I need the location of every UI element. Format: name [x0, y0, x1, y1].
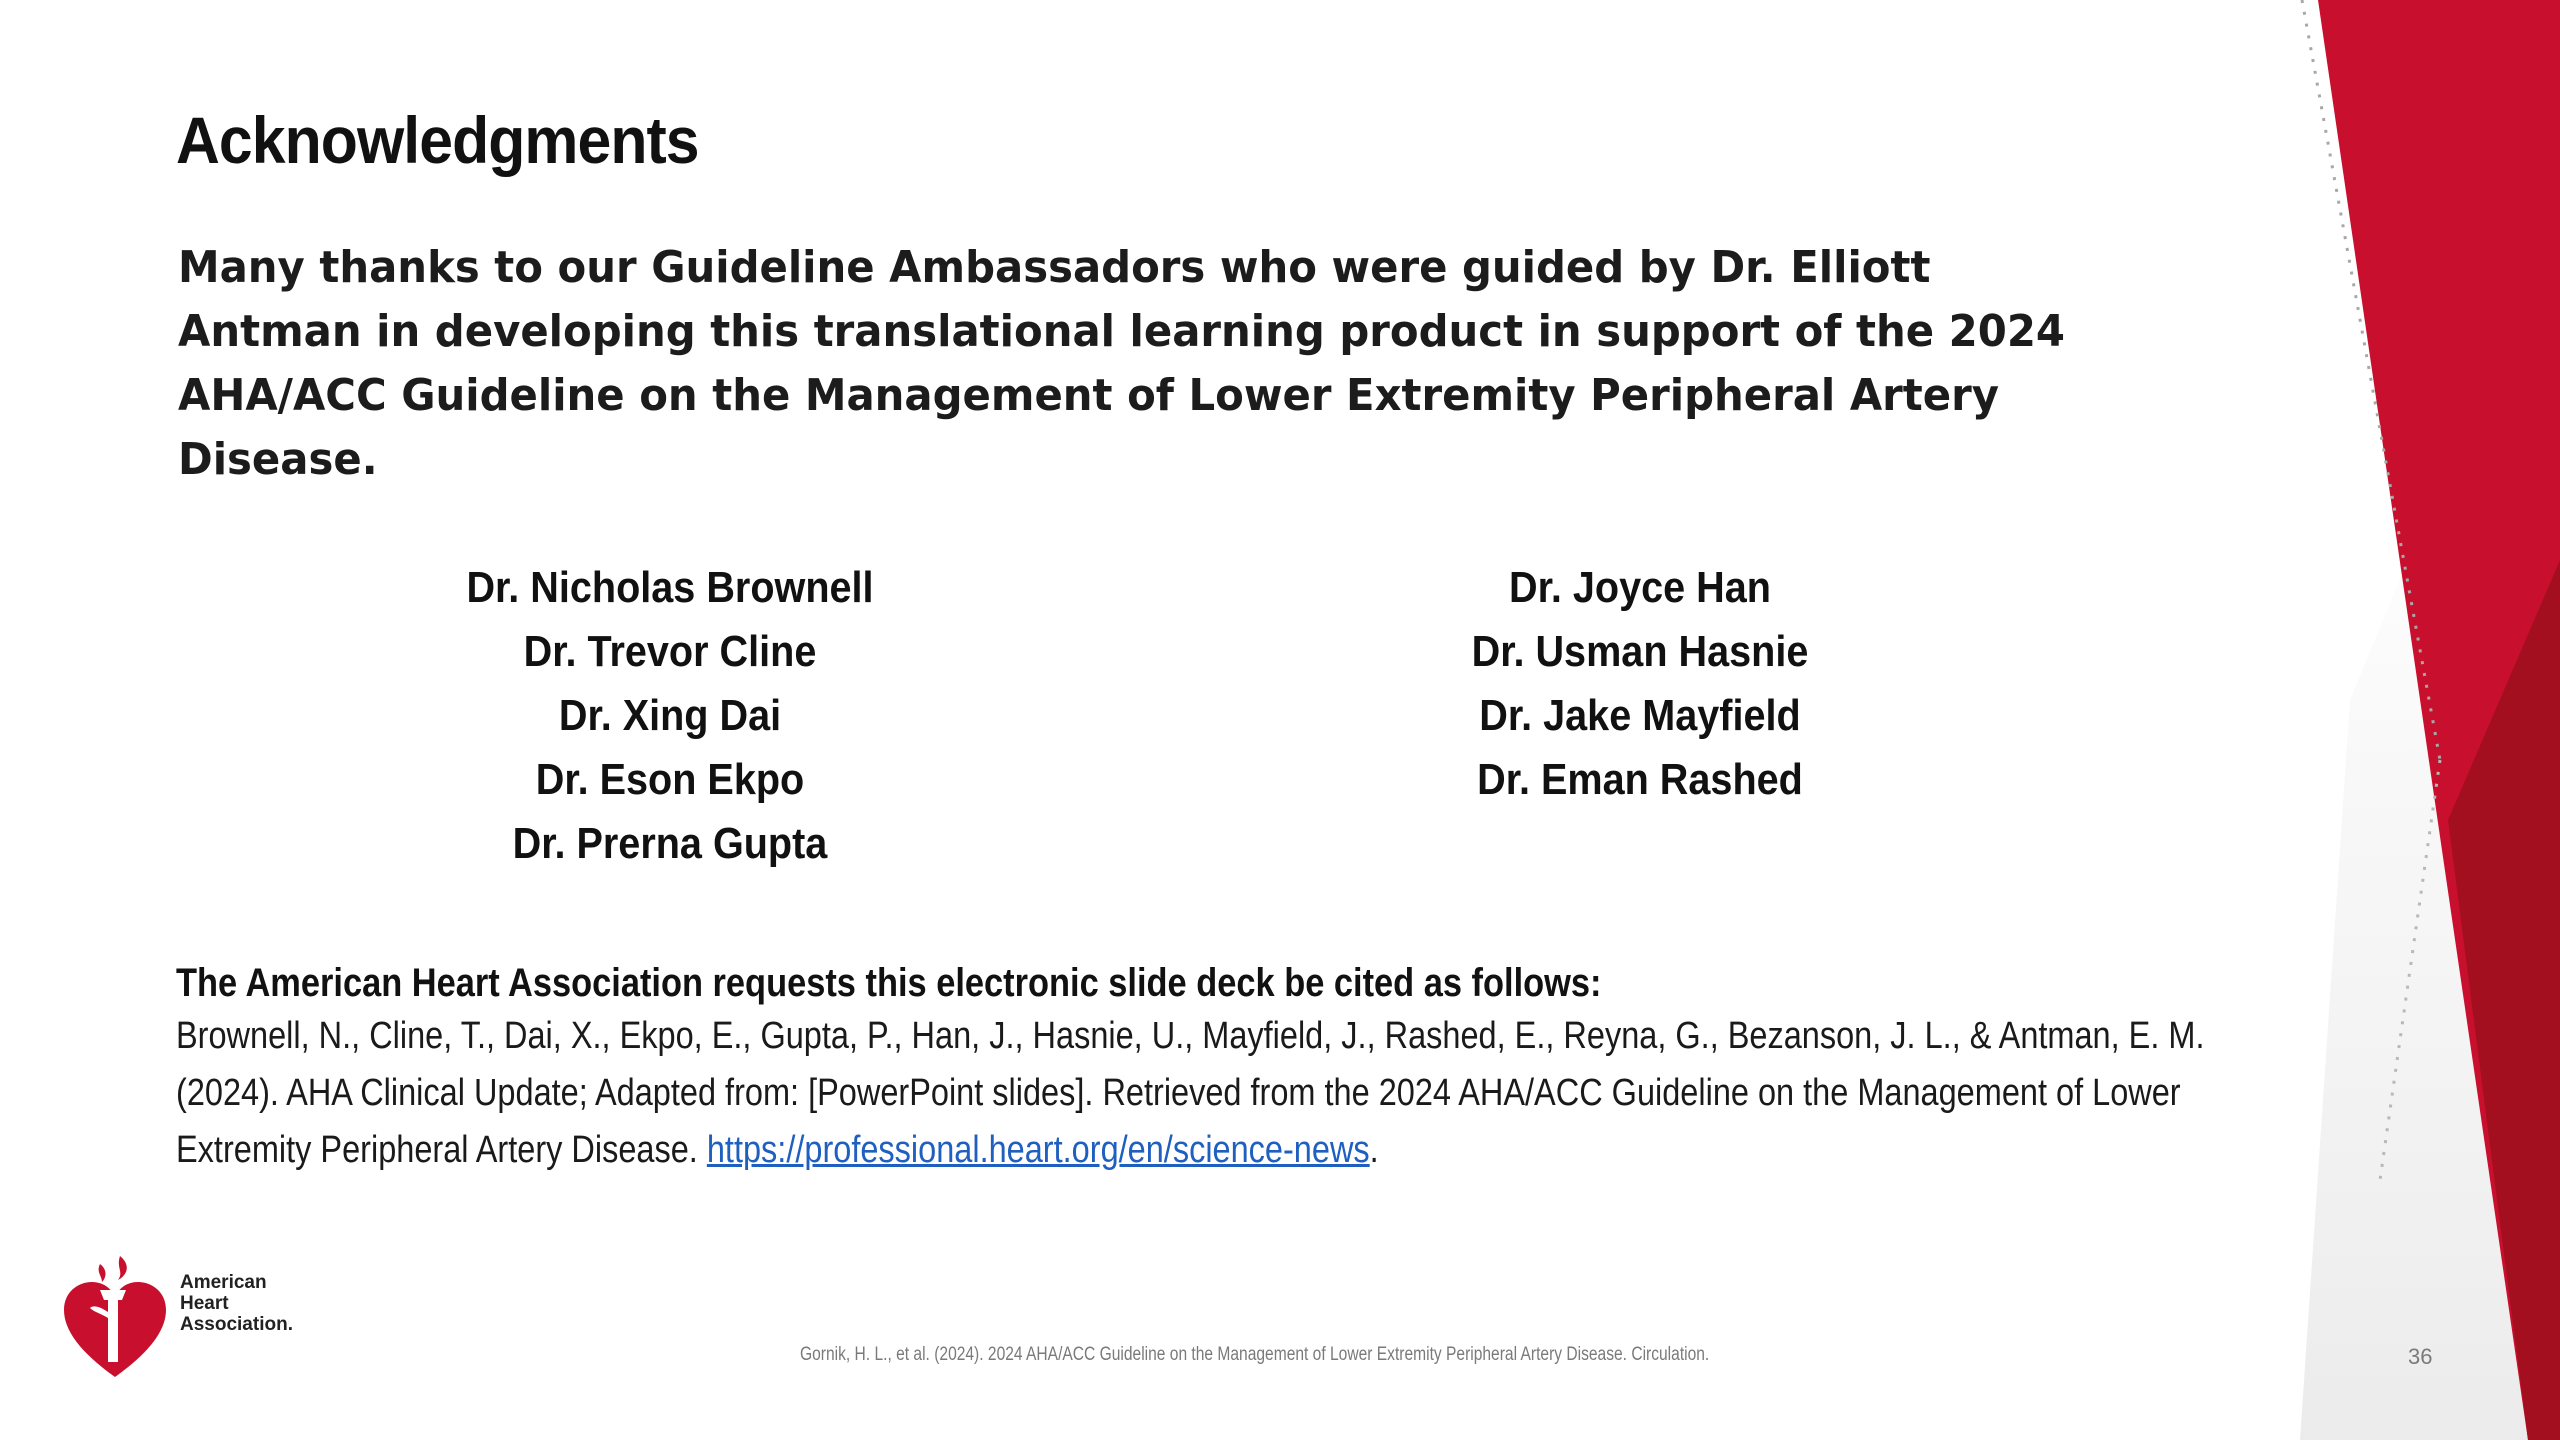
ambassador-name: Dr. Usman Hasnie — [1471, 627, 1809, 676]
citation-block — [176, 958, 2256, 1179]
heart-torch-icon — [60, 1252, 170, 1382]
ambassador-name: Dr. Joyce Han — [1509, 563, 1771, 612]
citation-text: Brownell, N., Cline, T., Dai, X., Ekpo, E., Gupta, P., Han, J., Hasnie, U., Mayfield, J., Rashed, E., Reyna, G., Bezanson, J. L., & Antman, E. M. (2024). AHA Clinical Update; Adapted from: [PowerPoint slides]. Retrieved from the 2024 AHA/ACC Guideline on the Management of Lower Extremity Peripheral Artery Disease. — [176, 1015, 2205, 1171]
ambassador-name: Dr. Eson Ekpo — [535, 755, 805, 804]
footer-reference: Gornik, H. L., et al. (2024). 2024 AHA/ACC Guideline on the Management of Lower Extremity Peripheral Artery Disease. Circulation. — [800, 1344, 1710, 1365]
aha-logo — [60, 1252, 320, 1382]
citation-end: . — [1369, 1129, 1379, 1171]
citation-link[interactable]: https://professional.heart.org/en/science-news — [706, 1129, 1370, 1171]
ambassador-name: Dr. Nicholas Brownell — [466, 563, 874, 612]
ambassador-name: Dr. Xing Dai — [558, 691, 782, 740]
logo-line: Heart — [180, 1293, 229, 1314]
logo-wordmark — [180, 1272, 293, 1335]
ambassador-name: Dr. Jake Mayfield — [1479, 691, 1801, 740]
page-number: 36 — [2408, 1344, 2433, 1369]
citation-body — [176, 1008, 2262, 1179]
ambassador-name: Dr. Trevor Cline — [523, 627, 817, 676]
ambassador-name: Dr. Eman Rashed — [1477, 755, 1803, 804]
ambassador-name: Dr. Prerna Gupta — [512, 819, 828, 868]
ambassador-list-left — [370, 556, 970, 876]
logo-line: Association. — [180, 1314, 293, 1335]
intro-paragraph: Many thanks to our Guideline Ambassadors who were guided by Dr. Elliott Antman in developing this translational learning product in support of the 2024 AHA/ACC Guideline on the Management of Lower Extremity Peripheral Artery Disease. — [178, 242, 2066, 485]
slide-title: Acknowledgments — [176, 103, 699, 177]
ambassador-list-right — [1340, 556, 1940, 812]
logo-line: American — [180, 1272, 267, 1293]
citation-heading: The American Heart Association requests this electronic slide deck be cited as follows: — [176, 961, 1602, 1005]
